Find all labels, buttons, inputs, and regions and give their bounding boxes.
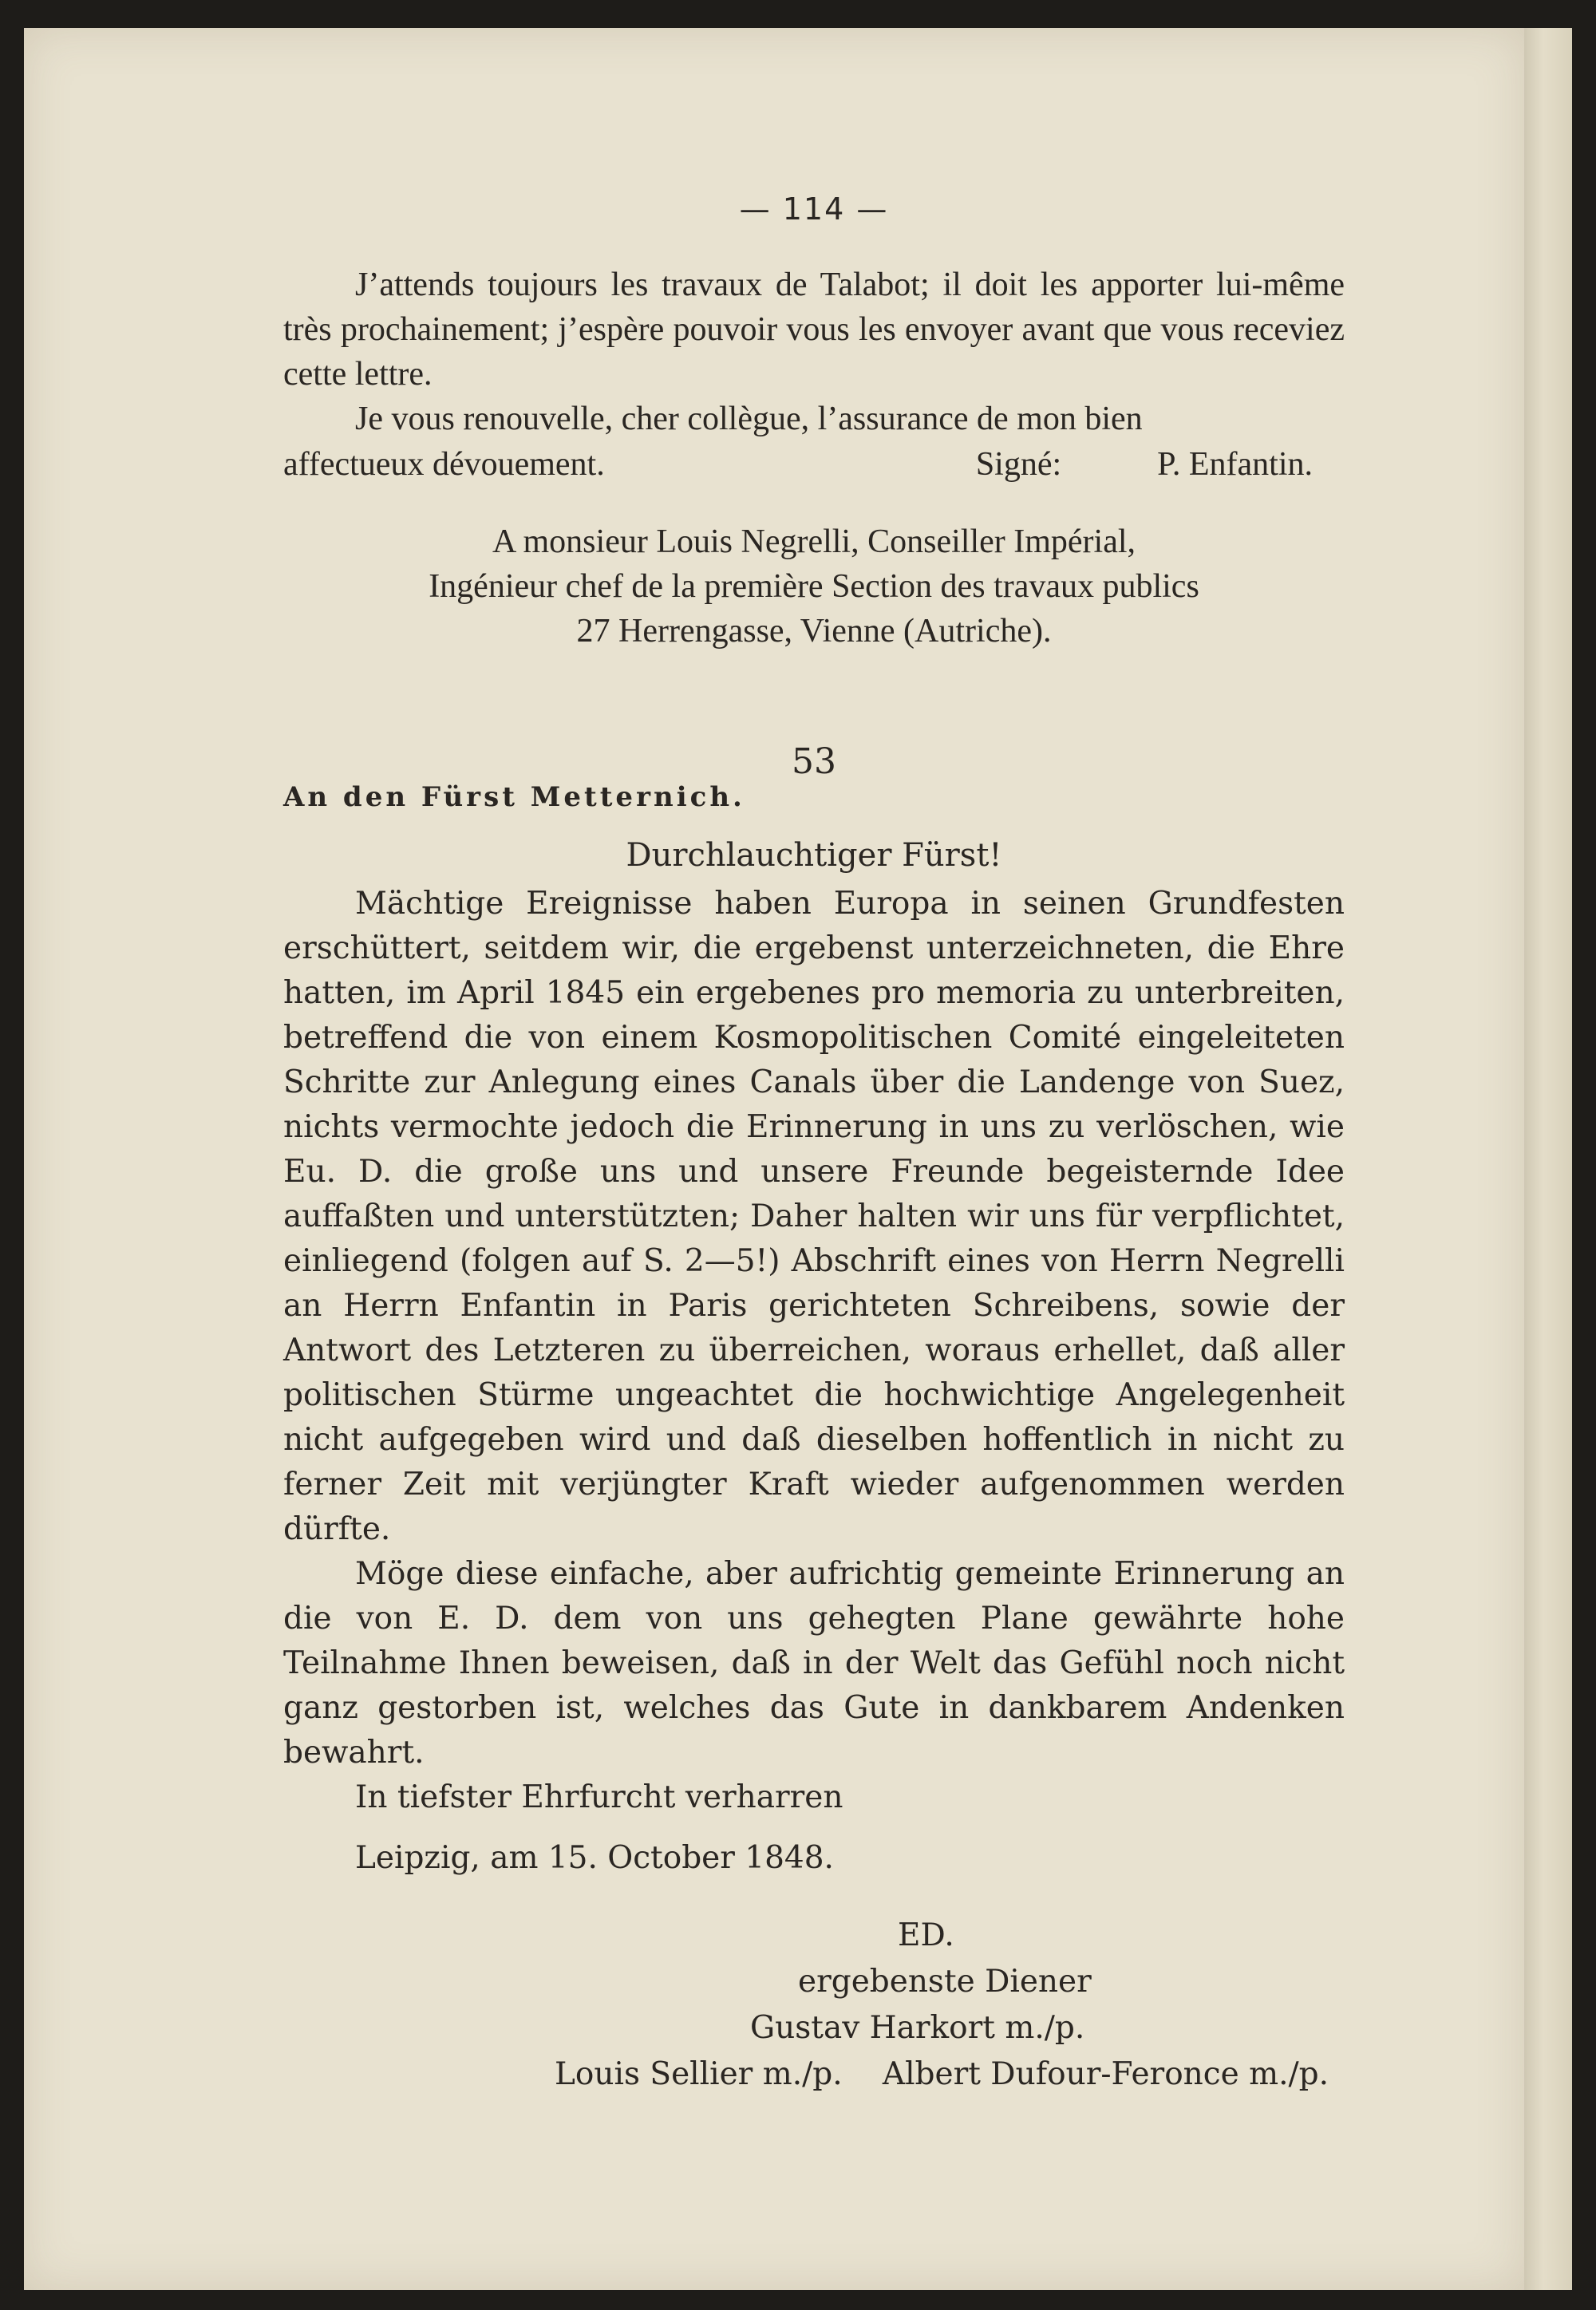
french-paragraph-1: J’attends toujours les travaux de Talabot; il doit les apporter lui-même très prochainement; j’espère pouvoir vous les envoyer avant que vous receviez cette lettre. (283, 267, 1345, 393)
letter-number: 53 (792, 741, 836, 782)
signed-label: Signé: (975, 446, 1062, 483)
salutation: Durchlauchtiger Fürst! (626, 837, 1002, 874)
address-line-1: A monsieur Louis Negrelli, Conseiller Impérial, (492, 523, 1136, 560)
page-number: — 114 — (739, 192, 889, 227)
address-block (283, 519, 1345, 654)
signer-1: Gustav Harkort m./p. (750, 2010, 1085, 2046)
signer-2: Louis Sellier m./p. (555, 2056, 843, 2092)
page-content (283, 192, 1345, 2098)
address-line-3: 27 Herrengasse, Vienne (Autriche). (576, 613, 1052, 650)
sign-abbrev: ED. (898, 1917, 954, 1953)
next-page-edge (1524, 28, 1572, 2290)
place-date: Leipzig, am 15. October 1848. (355, 1840, 834, 1876)
letter-paragraph-2: Möge diese einfache, aber aufrichtig gemeinte Erinnerung an die von E. D. dem von uns gehegten Plane gewährte hohe Teilnahme Ihnen beweisen, daß in der Welt das Gefühl noch nicht ganz gestorben ist, welches das Gute in dankbarem Andenken bewahrt. (283, 1556, 1345, 1771)
signer-3: Albert Dufour-Feronce m./p. (882, 2056, 1329, 2092)
french-paragraph-2: Je vous renouvelle, cher collègue, l’assurance de mon bien (355, 401, 1143, 437)
address-line-2: Ingénieur chef de la première Section des travaux publics (429, 568, 1199, 605)
signer-row (283, 2051, 1345, 2098)
sign-title: ergebenste Diener (798, 1964, 1092, 2000)
signature-block (283, 1913, 1345, 2098)
signer-name: P. Enfantin. (1157, 446, 1313, 483)
french-closing: affectueux dévouement. (283, 446, 605, 483)
letter-header (283, 741, 1345, 813)
letter-closing: In tiefster Ehrfurcht verharren (355, 1779, 843, 1815)
french-signature-line (283, 441, 1345, 488)
letter-recipient: An den Fürst Metternich. (283, 781, 745, 813)
french-signature (976, 441, 1345, 488)
letter-paragraph-1: Mächtige Ereignisse haben Europa in seinen Grundfesten erschüttert, seitdem wir, die ergebenst unterzeichneten, die Ehre hatten, im April 1845 ein ergebenes pro memoria zu unterbreiten, betreffend die von einem Kosmopolitischen Comité eingeleiteten Schritte zur Anlegung eines Canals über die Landenge von Suez, nichts vermochte jedoch die Erinnerung in uns zu verlöschen, wie Eu. D. die große uns und unsere Freunde begeisternde Idee auffaßten und unterstützten; Daher halten wir uns für verpflichtet, einliegend (folgen auf S. 2—5!) Abschrift eines von Herrn Negrelli an Herrn Enfantin in Paris gerichteten Schreibens, sowie der Antwort des Letzteren zu überreichen, woraus erhellet, daß aller politischen Stürme ungeachtet die hochwichtige Angelegenheit nicht aufgegeben wird und daß dieselben hoffentlich in nicht zu ferner Zeit mit verjüngter Kraft wieder aufgenommen werden dürfte. (283, 886, 1345, 1547)
